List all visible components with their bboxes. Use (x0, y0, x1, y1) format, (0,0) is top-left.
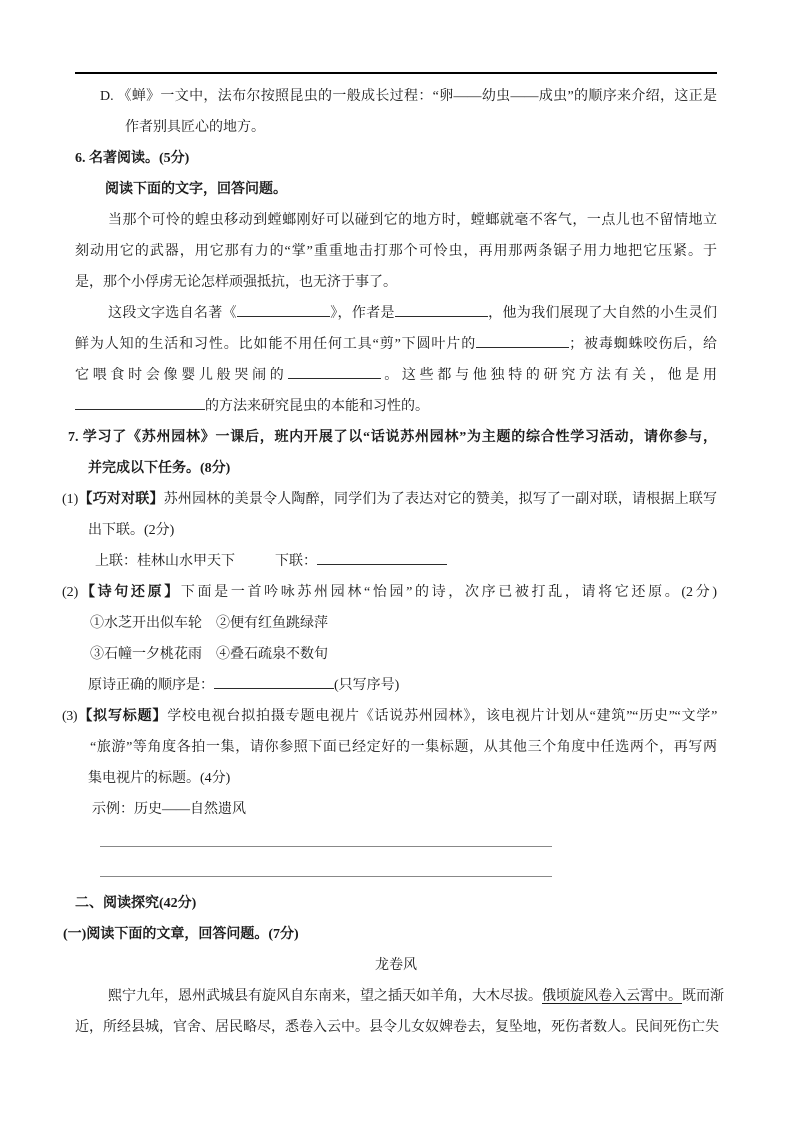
question6-intro: 阅读下面的文字，回答问题。 (105, 182, 287, 197)
question7-heading-line2: 并完成以下任务。(8分) (88, 461, 231, 476)
question6-cloze-line (75, 329, 717, 360)
passage-line: 近，所经县城，官舍、居民略尽，悉卷入云中。县令儿女奴婢卷去，复坠地，死伤者数人。民间死伤亡失 (75, 1020, 719, 1035)
text-segment: ；被毒蜘蛛咬伤后，给 (569, 337, 717, 352)
question6-cloze-line (108, 298, 717, 329)
question7-part2-verse-line1: ①水芝开出似车轮 ②便有红鱼跳绿萍 (90, 616, 328, 631)
text-segment: (3) (62, 709, 78, 724)
question7-part3-line1 (62, 701, 717, 732)
text-segment: 的方法来研究昆虫的本能和习性的。 (205, 399, 429, 414)
fill-in-blank (288, 364, 381, 379)
answer-line (100, 847, 552, 877)
answer-line (100, 825, 552, 847)
question7-part3-line2: “旅游”等角度各拍一集，请你参照下面已经定好的一集标题，从其他三个角度中任选两个，再写两 (90, 740, 717, 755)
question7-part3-example: 示例：历史——自然遗风 (92, 802, 246, 817)
text-segment: (只写序号) (334, 678, 400, 693)
text-segment: (2) (62, 585, 79, 600)
question6-cloze-line (75, 391, 717, 422)
question6-excerpt-line: 当那个可怜的蝗虫移动到螳螂刚好可以碰到它的地方时，螳螂就毫不客气，一点儿也不留情地立 (108, 213, 717, 228)
question7-part2-verse-line2: ③石幢一夕桃花雨 ④叠石疏泉不数旬 (90, 647, 328, 662)
question6-excerpt-line: 刻动用它的武器，用它那有力的“掌”重重地击打那个可怜虫，再用那两条锯子用力地把它压紧。于 (75, 244, 717, 259)
question6-heading: 6. 名著阅读。(5分) (75, 151, 190, 166)
top-divider (75, 72, 717, 74)
question6-excerpt-line: 是，那个小俘虏无论怎样顽强抵抗，也无济于事了。 (75, 275, 397, 290)
fill-in-blank (214, 674, 334, 689)
text-segment: 。这些都与他独特的研究方法有关，他是用 (380, 368, 717, 383)
bold-label: 【拟写标题】 (77, 709, 168, 724)
fill-in-blank (476, 333, 569, 348)
fill-in-blank (75, 395, 205, 410)
text-segment: 它喂食时会像婴儿般哭闹的 (75, 368, 288, 383)
text-segment: 鲜为人知的生活和习性。比如能不用任何工具“剪”下圆叶片的 (75, 337, 477, 352)
text-segment: 原诗正确的顺序是： (88, 678, 214, 693)
text-segment: (1) (62, 492, 79, 507)
text-segment: 》，作者是 (329, 306, 395, 321)
underlined-text: 俄顷旋风卷入云霄中。 (542, 989, 682, 1004)
bold-label: 【巧对对联】 (78, 492, 164, 507)
option-d-line2: 作者别具匠心的地方。 (125, 120, 265, 135)
text-segment: ，他为我们展现了大自然的小生灵们 (487, 306, 718, 321)
text-segment: 熙宁九年，恩州武城县有旋风自东南来，望之插天如羊角，大木尽拔。 (108, 989, 542, 1004)
text-segment: 这段文字选自名著《 (108, 306, 237, 321)
fill-in-blank (237, 302, 330, 317)
question7-heading-line1: 7. 学习了《苏州园林》一课后，班内开展了以“话说苏州园林”为主题的综合性学习活动，请你参与， (68, 430, 717, 445)
passage-title: 龙卷风 (375, 958, 417, 973)
fill-in-blank (317, 550, 447, 565)
section2-sub-heading: (一)阅读下面的文章，回答问题。(7分) (63, 927, 299, 942)
text-segment: 苏州园林的美景令人陶醉，同学们为了表达对它的赞美，拟写了一副对联，请根据上联写 (163, 492, 718, 507)
question6-cloze-line (75, 360, 717, 391)
text-segment: 上联：桂林山水甲天下 (95, 554, 235, 569)
section2-heading: 二、阅读探究(42分) (75, 896, 197, 911)
text-segment: 下联： (275, 554, 317, 569)
bold-label: 【诗句还原】 (78, 585, 181, 600)
text-segment: 下面是一首吟咏苏州园林“怡园”的诗，次序已被打乱，请将它还原。(2分) (180, 585, 717, 600)
question7-part2-answer-line (88, 670, 717, 701)
passage-line (108, 981, 724, 1012)
question7-part3-line3: 集电视片的标题。(4分) (88, 771, 231, 786)
question7-part2-line1 (62, 577, 717, 608)
fill-in-blank (395, 302, 488, 317)
question7-part1-line2: 出下联。(2分) (88, 523, 175, 538)
text-segment: 既而渐 (682, 989, 724, 1004)
option-d-line1: D. 《蝉》一文中，法布尔按照昆虫的一般成长过程：“卵——幼虫——成虫”的顺序来介绍，这正是 (100, 89, 717, 104)
text-segment: 学校电视台拟拍摄专题电视片《话说苏州园林》，该电视片计划从“建筑”“历史”“文学” (167, 709, 717, 724)
question7-part1-line1 (62, 484, 717, 515)
question7-part1-couplet (95, 546, 717, 577)
spacer (235, 564, 275, 565)
